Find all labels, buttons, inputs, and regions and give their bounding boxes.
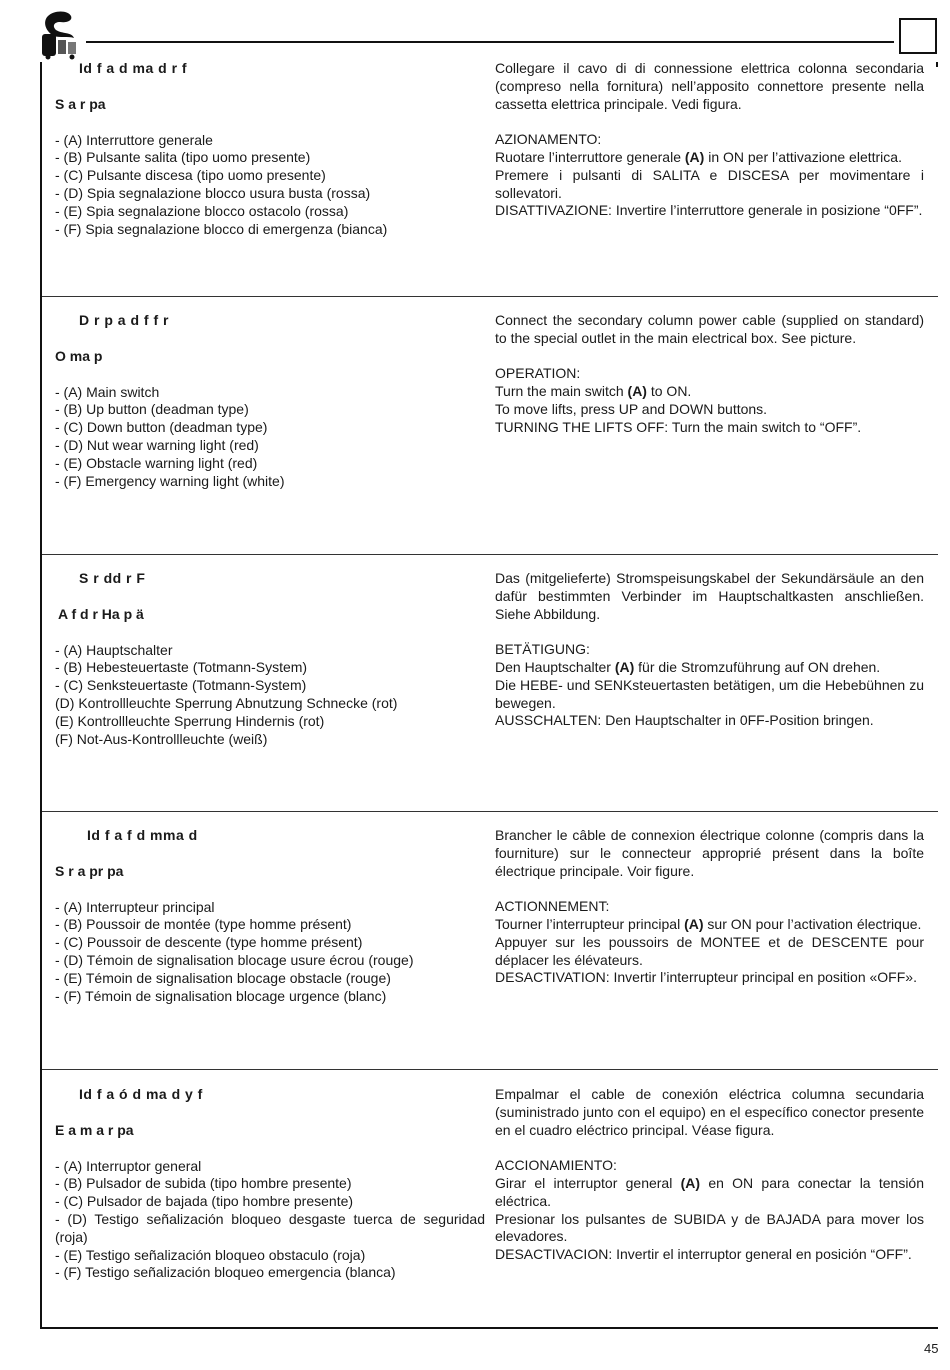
- operation-label: BETÄTIGUNG:: [495, 641, 590, 658]
- list-item: - (B) Pulsante salita (tipo uomo presente): [55, 149, 311, 166]
- list-item: - (D) Nut wear warning light (red): [55, 436, 259, 453]
- operation-step: Girar el interruptor general (A) en ON para conectar la tensión eléctrica.: [495, 1174, 925, 1209]
- switch-ref: (A): [684, 148, 705, 165]
- list-item: - (E) Témoin de signalisation blocage obstacle (rouge): [55, 969, 391, 986]
- list-item: - (A) Interrupteur principal: [55, 898, 215, 915]
- corner-box: [899, 18, 937, 54]
- list-item: - (C) Senksteuertaste (Totmann-System): [55, 677, 307, 694]
- section-subtitle: E a m a r pa: [55, 1121, 134, 1138]
- section-subtitle: S a r pa: [55, 95, 106, 112]
- list-item: - (C) Down button (deadman type): [55, 419, 268, 436]
- intro-paragraph: Connect the secondary column power cable (supplied on standard) to the special outlet in the main electrical box. See picture.: [495, 312, 924, 346]
- intro-paragraph: Empalmar el cable de conexión eléctrica columna secundaria (suministrado junto con el equipo) en el específico conector presente en el cuadro eléctrico principal. Véase figura.: [495, 1086, 924, 1138]
- switch-ref: (A): [627, 383, 647, 400]
- deactivation-step: TURNING THE LIFTS OFF: Turn the main switch to “OFF”.: [495, 418, 862, 435]
- component-list: [55, 642, 485, 749]
- section-divider: [42, 1069, 938, 1070]
- section-subtitle: A f d r Ha p ä: [58, 605, 144, 622]
- list-item: - (C) Pulsante discesa (tipo uomo presente): [55, 167, 326, 184]
- brand-logo: [38, 10, 82, 60]
- operation-step: Premere i pulsanti di SALITA e DISCESA per movimentare i sollevatori.: [495, 166, 924, 201]
- list-item: - (F) Emergency warning light (white): [55, 472, 285, 489]
- list-item: - (A) Interruttore generale: [55, 131, 213, 148]
- list-item: - (E) Spia segnalazione blocco ostacolo (rossa): [55, 202, 349, 219]
- list-item: - (A) Main switch: [55, 383, 160, 400]
- list-item: - (B) Poussoir de montée (type homme présent): [55, 916, 352, 933]
- operation-label: ACCIONAMIENTO:: [495, 1157, 617, 1174]
- component-list: [55, 384, 485, 491]
- list-item: - (D) Spia segnalazione blocco usura busta (rossa): [55, 184, 371, 201]
- section-divider: [42, 811, 938, 812]
- section-divider: [42, 296, 938, 297]
- operation-step: Den Hauptschalter (A) für die Stromzuführung auf ON drehen.: [495, 658, 881, 675]
- section-title: Id f a d ma d r f: [79, 60, 188, 76]
- operation-step: Tourner l’interrupteur principal (A) sur ON pour l’activation électrique.: [495, 915, 922, 932]
- section-title: D r p a d f f r: [79, 312, 169, 328]
- section-subtitle: S r a pr pa: [55, 862, 124, 879]
- deactivation-step: AUSSCHALTEN: Den Hauptschalter in 0FF-Position bringen.: [495, 712, 874, 729]
- list-item: - (E) Obstacle warning light (red): [55, 454, 258, 471]
- operation-step: Appuyer sur les poussoirs de MONTEE et de DESCENTE pour déplacer les élévateurs.: [495, 933, 924, 968]
- section-subtitle: O ma p: [55, 347, 103, 364]
- right-rule: [936, 62, 938, 67]
- operation-step: To move lifts, press UP and DOWN buttons.: [495, 400, 768, 417]
- section-divider: [42, 554, 938, 555]
- header-rule: [86, 41, 894, 43]
- list-item: - (B) Hebesteuertaste (Totmann-System): [55, 659, 308, 676]
- list-item: - (F) Testigo señalización bloqueo emergencia (blanca): [55, 1264, 396, 1281]
- deactivation-step: DESACTIVATION: Invertir l’interrupteur principal en position «OFF».: [495, 969, 917, 986]
- deactivation-step: DESACTIVACION: Invertir el interruptor general en posición “OFF”.: [495, 1246, 912, 1263]
- switch-ref: (A): [684, 915, 704, 932]
- page-number: 45: [924, 1341, 939, 1356]
- list-item: - (F) Spia segnalazione blocco di emergenza (bianca): [55, 220, 388, 237]
- operation-label: AZIONAMENTO:: [495, 131, 602, 148]
- section-title: Id f a f d mma d: [87, 827, 198, 843]
- operation-step: Ruotare l’interruttore generale (A) in ON per l’attivazione elettrica.: [495, 148, 902, 165]
- operation-step: Die HEBE- und SENKsteuertasten betätigen, um die Hebebühnen zu bewegen.: [495, 676, 924, 711]
- list-item: - (B) Up button (deadman type): [55, 401, 249, 418]
- list-item: - (A) Hauptschalter: [55, 641, 173, 658]
- component-list: [55, 899, 485, 1006]
- list-item: - (E) Testigo señalización bloqueo obstaculo (roja): [55, 1246, 366, 1263]
- intro-paragraph: Collegare il cavo di di connessione elettrica colonna secondaria (compreso nella fornitura) nell’apposito connettore presente nella cassetta elettrica principale. Vedi figura.: [495, 60, 924, 112]
- list-item: - (C) Pulsador de bajada (tipo hombre presente): [55, 1193, 354, 1210]
- list-item: - (D) Témoin de signalisation blocage usure écrou (rouge): [55, 951, 414, 968]
- intro-paragraph: Brancher le câble de connexion électrique colonne (compris dans la fourniture) sur le connecteur approprié présent dans la boîte électrique principale. Voir figure.: [495, 827, 924, 879]
- list-item: (E) Kontrollleuchte Sperrung Hindernis (rot): [55, 712, 325, 729]
- list-item: - (A) Interruptor general: [55, 1157, 202, 1174]
- operation-step: Turn the main switch (A) to ON.: [495, 383, 692, 400]
- component-list: [55, 132, 485, 239]
- list-item: (F) Not-Aus-Kontrollleuchte (weiß): [55, 730, 268, 747]
- switch-ref: (A): [614, 658, 635, 675]
- operation-label: OPERATION:: [495, 365, 581, 382]
- switch-ref: (A): [680, 1174, 701, 1191]
- list-item: - (B) Pulsador de subida (tipo hombre presente): [55, 1175, 352, 1192]
- operation-step: Presionar los pulsantes de SUBIDA y de BAJADA para mover los elevadores.: [495, 1210, 924, 1245]
- component-list: [55, 1158, 485, 1283]
- list-item: - (F) Témoin de signalisation blocage urgence (blanc): [55, 987, 387, 1004]
- operation-label: ACTIONNEMENT:: [495, 898, 610, 915]
- list-item: - (D) Testigo señalización bloqueo desgaste tuerca de seguridad (roja): [55, 1210, 485, 1245]
- section-title: S r dd r F: [79, 570, 146, 586]
- intro-paragraph: Das (mitgelieferte) Stromspeisungskabel der Sekundärsäule an den dafür bestimmten Verbinder im Hauptschaltkasten anschließen. Siehe Abbildung.: [495, 570, 924, 622]
- list-item: (D) Kontrollleuchte Sperrung Abnutzung Schnecke (rot): [55, 694, 398, 711]
- section-title: Id f a ó d ma d y f: [79, 1086, 203, 1102]
- deactivation-step: DISATTIVAZIONE: Invertire l’interruttore generale in posizione “0FF”.: [495, 202, 923, 219]
- list-item: - (C) Poussoir de descente (type homme présent): [55, 934, 363, 951]
